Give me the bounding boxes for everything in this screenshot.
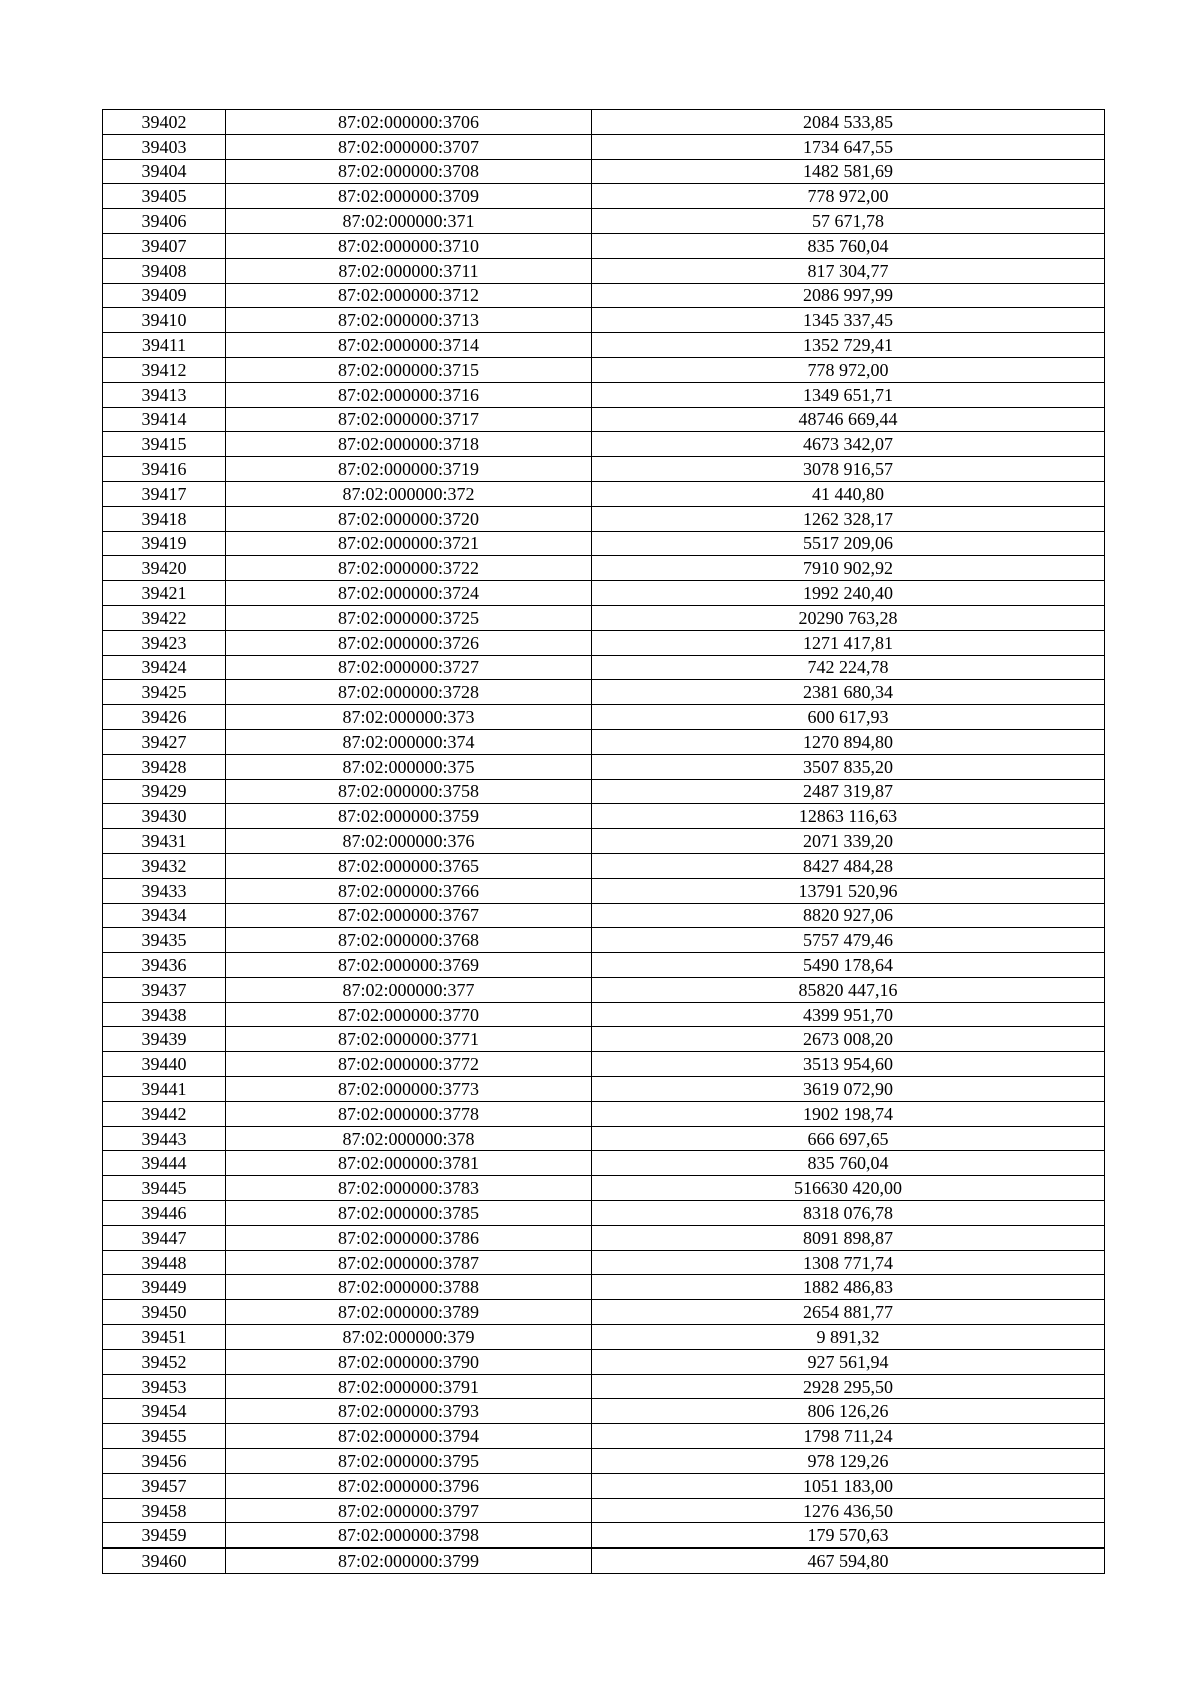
cadastral-value-cell: 835 760,04 xyxy=(592,1151,1105,1176)
table-row xyxy=(103,655,1105,680)
cadastral-number-cell: 87:02:000000:3706 xyxy=(226,110,592,135)
row-number-cell: 39403 xyxy=(103,134,226,159)
cadastral-value-cell: 778 972,00 xyxy=(592,357,1105,382)
row-number-cell: 39412 xyxy=(103,357,226,382)
cadastral-number-cell: 87:02:000000:3759 xyxy=(226,804,592,829)
cadastral-value-cell: 2487 319,87 xyxy=(592,779,1105,804)
row-number-cell: 39410 xyxy=(103,308,226,333)
cadastral-value-cell: 41 440,80 xyxy=(592,481,1105,506)
cadastral-value-cell: 1051 183,00 xyxy=(592,1473,1105,1498)
table-row xyxy=(103,1523,1105,1548)
cadastral-value-cell: 1271 417,81 xyxy=(592,630,1105,655)
cadastral-number-cell: 87:02:000000:3795 xyxy=(226,1449,592,1474)
row-number-cell: 39433 xyxy=(103,878,226,903)
row-number-cell: 39439 xyxy=(103,1027,226,1052)
cadastral-value-cell: 806 126,26 xyxy=(592,1399,1105,1424)
table-row xyxy=(103,1151,1105,1176)
table-row xyxy=(103,1126,1105,1151)
cadastral-value-cell: 2071 339,20 xyxy=(592,829,1105,854)
cadastral-value-cell: 57 671,78 xyxy=(592,209,1105,234)
cadastral-number-cell: 87:02:000000:3725 xyxy=(226,605,592,630)
cadastral-value-cell: 3619 072,90 xyxy=(592,1077,1105,1102)
table-row xyxy=(103,1077,1105,1102)
row-number-cell: 39441 xyxy=(103,1077,226,1102)
row-number-cell: 39422 xyxy=(103,605,226,630)
cadastral-value-cell: 7910 902,92 xyxy=(592,556,1105,581)
table-row xyxy=(103,258,1105,283)
cadastral-number-cell: 87:02:000000:3721 xyxy=(226,531,592,556)
table-row xyxy=(103,605,1105,630)
cadastral-number-cell: 87:02:000000:3710 xyxy=(226,233,592,258)
table-row xyxy=(103,829,1105,854)
row-number-cell: 39404 xyxy=(103,159,226,184)
cadastral-value-cell: 600 617,93 xyxy=(592,705,1105,730)
cadastral-value-cell: 9 891,32 xyxy=(592,1325,1105,1350)
table-row xyxy=(103,233,1105,258)
table-row xyxy=(103,457,1105,482)
cadastral-number-cell: 87:02:000000:3786 xyxy=(226,1225,592,1250)
row-number-cell: 39438 xyxy=(103,1002,226,1027)
row-number-cell: 39416 xyxy=(103,457,226,482)
cadastral-value-cell: 5517 209,06 xyxy=(592,531,1105,556)
cadastral-number-cell: 87:02:000000:3716 xyxy=(226,382,592,407)
table-row xyxy=(103,779,1105,804)
row-number-cell: 39445 xyxy=(103,1176,226,1201)
row-number-cell: 39408 xyxy=(103,258,226,283)
cadastral-number-cell: 87:02:000000:378 xyxy=(226,1126,592,1151)
row-number-cell: 39440 xyxy=(103,1052,226,1077)
cadastral-value-cell: 1345 337,45 xyxy=(592,308,1105,333)
cadastral-value-cell: 4673 342,07 xyxy=(592,432,1105,457)
row-number-cell: 39429 xyxy=(103,779,226,804)
cadastral-number-cell: 87:02:000000:3726 xyxy=(226,630,592,655)
cadastral-number-cell: 87:02:000000:3799 xyxy=(226,1548,592,1573)
table-row xyxy=(103,134,1105,159)
table-row xyxy=(103,1300,1105,1325)
table-row xyxy=(103,1325,1105,1350)
table-row xyxy=(103,680,1105,705)
cadastral-number-cell: 87:02:000000:377 xyxy=(226,977,592,1002)
cadastral-value-cell: 85820 447,16 xyxy=(592,977,1105,1002)
row-number-cell: 39449 xyxy=(103,1275,226,1300)
cadastral-value-cell: 3513 954,60 xyxy=(592,1052,1105,1077)
cadastral-number-cell: 87:02:000000:3724 xyxy=(226,581,592,606)
cadastral-value-cell: 1308 771,74 xyxy=(592,1250,1105,1275)
row-number-cell: 39443 xyxy=(103,1126,226,1151)
cadastral-value-cell: 2673 008,20 xyxy=(592,1027,1105,1052)
cadastral-value-cell: 835 760,04 xyxy=(592,233,1105,258)
row-number-cell: 39457 xyxy=(103,1473,226,1498)
row-number-cell: 39460 xyxy=(103,1548,226,1573)
table-row xyxy=(103,1225,1105,1250)
row-number-cell: 39411 xyxy=(103,333,226,358)
table-row xyxy=(103,209,1105,234)
cadastral-number-cell: 87:02:000000:376 xyxy=(226,829,592,854)
table-row xyxy=(103,903,1105,928)
table-row xyxy=(103,804,1105,829)
table-body xyxy=(103,110,1105,1574)
cadastral-number-cell: 87:02:000000:3773 xyxy=(226,1077,592,1102)
table-row xyxy=(103,1498,1105,1523)
cadastral-value-cell: 1276 436,50 xyxy=(592,1498,1105,1523)
row-number-cell: 39446 xyxy=(103,1201,226,1226)
table-row xyxy=(103,407,1105,432)
row-number-cell: 39450 xyxy=(103,1300,226,1325)
row-number-cell: 39409 xyxy=(103,283,226,308)
row-number-cell: 39428 xyxy=(103,754,226,779)
table-row xyxy=(103,1176,1105,1201)
cadastral-value-cell: 3078 916,57 xyxy=(592,457,1105,482)
row-number-cell: 39402 xyxy=(103,110,226,135)
cadastral-number-cell: 87:02:000000:3796 xyxy=(226,1473,592,1498)
row-number-cell: 39407 xyxy=(103,233,226,258)
row-number-cell: 39431 xyxy=(103,829,226,854)
cadastral-number-cell: 87:02:000000:371 xyxy=(226,209,592,234)
cadastral-value-cell: 5490 178,64 xyxy=(592,953,1105,978)
row-number-cell: 39454 xyxy=(103,1399,226,1424)
row-number-cell: 39423 xyxy=(103,630,226,655)
table-row xyxy=(103,1449,1105,1474)
table-row xyxy=(103,1424,1105,1449)
table-row xyxy=(103,729,1105,754)
row-number-cell: 39413 xyxy=(103,382,226,407)
cadastral-value-cell: 2928 295,50 xyxy=(592,1374,1105,1399)
cadastral-value-cell: 778 972,00 xyxy=(592,184,1105,209)
row-number-cell: 39448 xyxy=(103,1250,226,1275)
table-row xyxy=(103,928,1105,953)
cadastral-value-cell: 8091 898,87 xyxy=(592,1225,1105,1250)
cadastral-value-cell: 1270 894,80 xyxy=(592,729,1105,754)
cadastral-value-cell: 2086 997,99 xyxy=(592,283,1105,308)
cadastral-value-cell: 1349 651,71 xyxy=(592,382,1105,407)
row-number-cell: 39414 xyxy=(103,407,226,432)
cadastral-value-cell: 48746 669,44 xyxy=(592,407,1105,432)
row-number-cell: 39417 xyxy=(103,481,226,506)
cadastral-number-cell: 87:02:000000:3790 xyxy=(226,1349,592,1374)
cadastral-value-cell: 516630 420,00 xyxy=(592,1176,1105,1201)
cadastral-value-cell: 1992 240,40 xyxy=(592,581,1105,606)
cadastral-value-cell: 1734 647,55 xyxy=(592,134,1105,159)
cadastral-value-cell: 20290 763,28 xyxy=(592,605,1105,630)
table-row xyxy=(103,853,1105,878)
row-number-cell: 39406 xyxy=(103,209,226,234)
cadastral-number-cell: 87:02:000000:3778 xyxy=(226,1101,592,1126)
cadastral-value-cell: 8318 076,78 xyxy=(592,1201,1105,1226)
cadastral-number-cell: 87:02:000000:3781 xyxy=(226,1151,592,1176)
cadastral-value-cell: 1798 711,24 xyxy=(592,1424,1105,1449)
row-number-cell: 39430 xyxy=(103,804,226,829)
row-number-cell: 39415 xyxy=(103,432,226,457)
table-row xyxy=(103,159,1105,184)
cadastral-number-cell: 87:02:000000:372 xyxy=(226,481,592,506)
cadastral-number-cell: 87:02:000000:3713 xyxy=(226,308,592,333)
table-row xyxy=(103,754,1105,779)
cadastral-value-cell: 12863 116,63 xyxy=(592,804,1105,829)
row-number-cell: 39435 xyxy=(103,928,226,953)
cadastral-value-cell: 666 697,65 xyxy=(592,1126,1105,1151)
cadastral-number-cell: 87:02:000000:3708 xyxy=(226,159,592,184)
cadastral-number-cell: 87:02:000000:3787 xyxy=(226,1250,592,1275)
cadastral-number-cell: 87:02:000000:3769 xyxy=(226,953,592,978)
cadastral-number-cell: 87:02:000000:3770 xyxy=(226,1002,592,1027)
row-number-cell: 39434 xyxy=(103,903,226,928)
table-row xyxy=(103,1548,1105,1573)
cadastral-number-cell: 87:02:000000:3791 xyxy=(226,1374,592,1399)
cadastral-value-cell: 3507 835,20 xyxy=(592,754,1105,779)
row-number-cell: 39459 xyxy=(103,1523,226,1548)
table-row xyxy=(103,531,1105,556)
row-number-cell: 39427 xyxy=(103,729,226,754)
table-row xyxy=(103,1250,1105,1275)
table-row xyxy=(103,506,1105,531)
row-number-cell: 39458 xyxy=(103,1498,226,1523)
table-row xyxy=(103,110,1105,135)
cadastral-number-cell: 87:02:000000:3768 xyxy=(226,928,592,953)
cadastral-number-cell: 87:02:000000:3714 xyxy=(226,333,592,358)
cadastral-number-cell: 87:02:000000:3771 xyxy=(226,1027,592,1052)
table-row xyxy=(103,382,1105,407)
table-row xyxy=(103,953,1105,978)
cadastral-number-cell: 87:02:000000:3794 xyxy=(226,1424,592,1449)
cadastral-value-cell: 5757 479,46 xyxy=(592,928,1105,953)
table-row xyxy=(103,878,1105,903)
row-number-cell: 39425 xyxy=(103,680,226,705)
cadastral-value-cell: 1902 198,74 xyxy=(592,1101,1105,1126)
row-number-cell: 39453 xyxy=(103,1374,226,1399)
cadastral-value-cell: 2381 680,34 xyxy=(592,680,1105,705)
table-row xyxy=(103,1275,1105,1300)
cadastral-value-cell: 1882 486,83 xyxy=(592,1275,1105,1300)
table-row xyxy=(103,333,1105,358)
row-number-cell: 39451 xyxy=(103,1325,226,1350)
cadastral-value-cell: 4399 951,70 xyxy=(592,1002,1105,1027)
cadastral-value-cell: 179 570,63 xyxy=(592,1523,1105,1548)
row-number-cell: 39418 xyxy=(103,506,226,531)
cadastral-number-cell: 87:02:000000:3717 xyxy=(226,407,592,432)
cadastral-value-table xyxy=(102,109,1105,1574)
row-number-cell: 39447 xyxy=(103,1225,226,1250)
row-number-cell: 39419 xyxy=(103,531,226,556)
table-row xyxy=(103,1052,1105,1077)
cadastral-value-cell: 1482 581,69 xyxy=(592,159,1105,184)
row-number-cell: 39426 xyxy=(103,705,226,730)
cadastral-number-cell: 87:02:000000:3785 xyxy=(226,1201,592,1226)
cadastral-value-cell: 742 224,78 xyxy=(592,655,1105,680)
cadastral-value-cell: 1262 328,17 xyxy=(592,506,1105,531)
cadastral-number-cell: 87:02:000000:3789 xyxy=(226,1300,592,1325)
table-row xyxy=(103,1349,1105,1374)
table-row xyxy=(103,283,1105,308)
cadastral-value-cell: 8820 927,06 xyxy=(592,903,1105,928)
cadastral-number-cell: 87:02:000000:3788 xyxy=(226,1275,592,1300)
table-row xyxy=(103,556,1105,581)
table-row xyxy=(103,1101,1105,1126)
cadastral-number-cell: 87:02:000000:3783 xyxy=(226,1176,592,1201)
row-number-cell: 39437 xyxy=(103,977,226,1002)
cadastral-value-cell: 2084 533,85 xyxy=(592,110,1105,135)
row-number-cell: 39424 xyxy=(103,655,226,680)
cadastral-number-cell: 87:02:000000:3712 xyxy=(226,283,592,308)
cadastral-number-cell: 87:02:000000:373 xyxy=(226,705,592,730)
cadastral-value-cell: 13791 520,96 xyxy=(592,878,1105,903)
table-row xyxy=(103,581,1105,606)
cadastral-number-cell: 87:02:000000:3719 xyxy=(226,457,592,482)
row-number-cell: 39444 xyxy=(103,1151,226,1176)
cadastral-value-cell: 8427 484,28 xyxy=(592,853,1105,878)
cadastral-value-cell: 817 304,77 xyxy=(592,258,1105,283)
cadastral-number-cell: 87:02:000000:3709 xyxy=(226,184,592,209)
cadastral-number-cell: 87:02:000000:3722 xyxy=(226,556,592,581)
table-row xyxy=(103,357,1105,382)
table-row xyxy=(103,1027,1105,1052)
table-row xyxy=(103,1002,1105,1027)
cadastral-value-cell: 467 594,80 xyxy=(592,1548,1105,1573)
table-row xyxy=(103,1473,1105,1498)
table-row xyxy=(103,977,1105,1002)
cadastral-number-cell: 87:02:000000:3797 xyxy=(226,1498,592,1523)
row-number-cell: 39456 xyxy=(103,1449,226,1474)
cadastral-number-cell: 87:02:000000:3718 xyxy=(226,432,592,457)
cadastral-value-cell: 2654 881,77 xyxy=(592,1300,1105,1325)
row-number-cell: 39436 xyxy=(103,953,226,978)
cadastral-number-cell: 87:02:000000:3707 xyxy=(226,134,592,159)
cadastral-number-cell: 87:02:000000:3728 xyxy=(226,680,592,705)
cadastral-number-cell: 87:02:000000:3793 xyxy=(226,1399,592,1424)
table-row xyxy=(103,1374,1105,1399)
cadastral-number-cell: 87:02:000000:3715 xyxy=(226,357,592,382)
cadastral-value-cell: 978 129,26 xyxy=(592,1449,1105,1474)
cadastral-number-cell: 87:02:000000:3720 xyxy=(226,506,592,531)
cadastral-number-cell: 87:02:000000:3765 xyxy=(226,853,592,878)
cadastral-value-cell: 1352 729,41 xyxy=(592,333,1105,358)
table-row xyxy=(103,1399,1105,1424)
table-row xyxy=(103,184,1105,209)
table-row xyxy=(103,308,1105,333)
cadastral-number-cell: 87:02:000000:3727 xyxy=(226,655,592,680)
table-row xyxy=(103,432,1105,457)
table-row xyxy=(103,481,1105,506)
cadastral-number-cell: 87:02:000000:3772 xyxy=(226,1052,592,1077)
cadastral-number-cell: 87:02:000000:375 xyxy=(226,754,592,779)
cadastral-number-cell: 87:02:000000:374 xyxy=(226,729,592,754)
table-row xyxy=(103,630,1105,655)
row-number-cell: 39455 xyxy=(103,1424,226,1449)
cadastral-value-cell: 927 561,94 xyxy=(592,1349,1105,1374)
cadastral-number-cell: 87:02:000000:3798 xyxy=(226,1523,592,1548)
row-number-cell: 39452 xyxy=(103,1349,226,1374)
cadastral-number-cell: 87:02:000000:3766 xyxy=(226,878,592,903)
row-number-cell: 39405 xyxy=(103,184,226,209)
row-number-cell: 39420 xyxy=(103,556,226,581)
cadastral-number-cell: 87:02:000000:3767 xyxy=(226,903,592,928)
row-number-cell: 39421 xyxy=(103,581,226,606)
cadastral-number-cell: 87:02:000000:3711 xyxy=(226,258,592,283)
table-row xyxy=(103,705,1105,730)
row-number-cell: 39442 xyxy=(103,1101,226,1126)
row-number-cell: 39432 xyxy=(103,853,226,878)
cadastral-number-cell: 87:02:000000:3758 xyxy=(226,779,592,804)
cadastral-number-cell: 87:02:000000:379 xyxy=(226,1325,592,1350)
table-row xyxy=(103,1201,1105,1226)
